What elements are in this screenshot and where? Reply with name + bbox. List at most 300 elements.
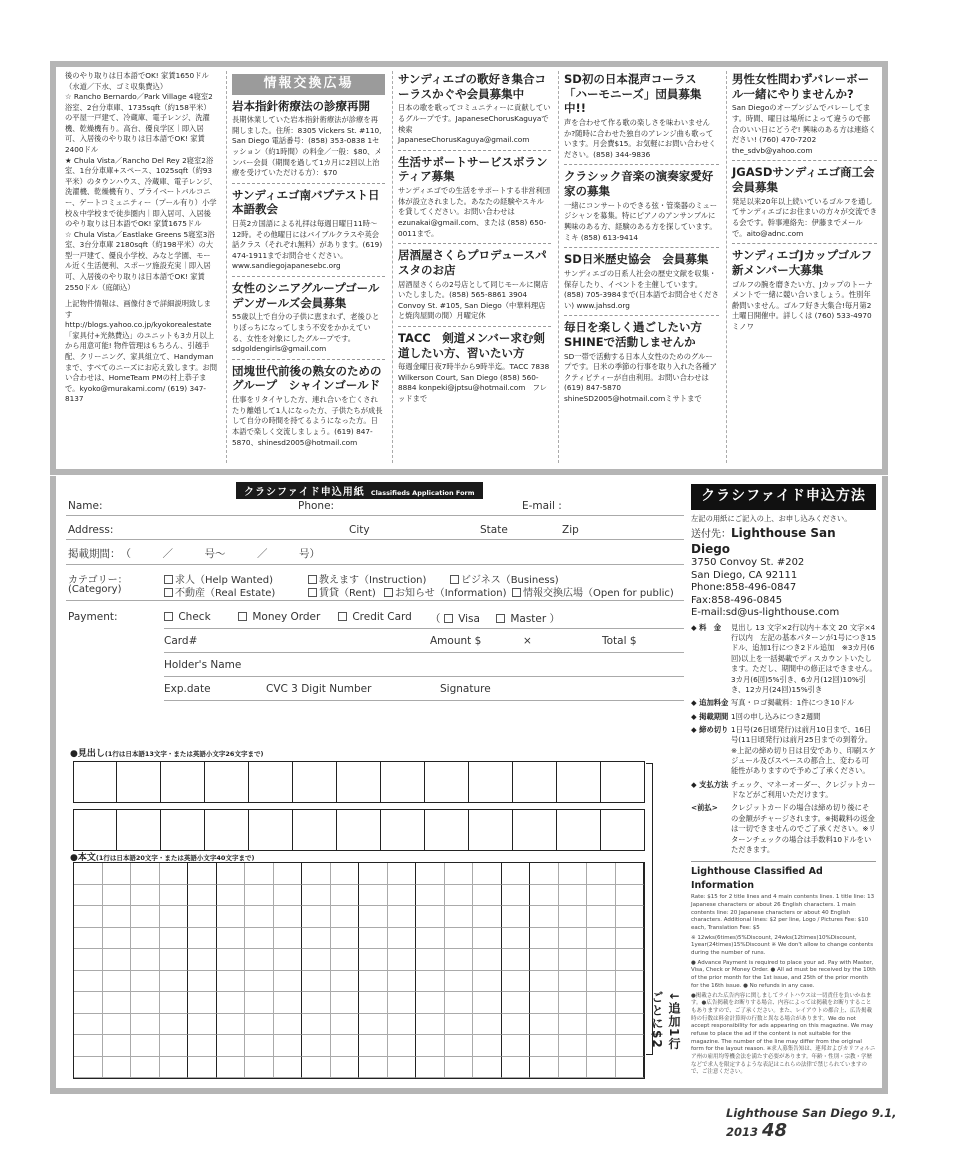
howto-value: 見出し 13 文字×2行以内＋本文 20 文字×4行以内 左記の基本パターンが1号につき15ドル、追加1行につき2ドル追加 ※3カ月(6回)以上を一括掲載でディスカウントいたします。ただし、期間中の修正はできません。 3カ月(6回)5%引き、6カ月(12回)10%引き、12カ月(24回)15%引き [731,622,881,694]
send-label: 送付先： [691,529,731,541]
body-cell[interactable] [188,1035,217,1057]
body-cell[interactable] [445,1014,474,1036]
body-cell[interactable] [274,906,303,928]
ad-title: 生活サポートサービスボランティア募集 [398,154,548,184]
body-cell[interactable] [502,971,531,993]
body-cell[interactable] [587,863,616,885]
category-rent-label: 賃貸（Rent) [319,588,376,599]
body-cell[interactable] [217,992,246,1014]
body-cell[interactable] [331,928,360,950]
body-cell[interactable] [559,885,588,907]
body-cell[interactable] [160,928,189,950]
body-cell[interactable] [530,906,559,928]
body-cell[interactable] [416,992,445,1014]
classified-ad [564,320,719,408]
ad-title: TACC 剣道メンバー求む剣道したい方、習いたい方 [398,330,545,360]
body-cell[interactable] [359,863,388,885]
body-cell[interactable] [445,1057,474,1079]
category-instruction-label: 教えます（Instruction) [319,575,427,586]
body-cell[interactable] [416,863,445,885]
email-address[interactable]: E-mail:sd@us-lighthouse.com [691,607,840,619]
body-cell[interactable] [473,906,502,928]
body-cell[interactable] [388,949,417,971]
body-cell[interactable] [559,992,588,1014]
body-cell[interactable] [587,885,616,907]
classified-ad [732,248,877,336]
ad-body: 一緒にコンサートのできる弦・管楽器のミュージシャンを募集。特にピアノのアンサンブルに興味のある方、経験のある方を探しています。ミキ (858) 613-9414 [564,200,718,242]
body-cell[interactable] [188,949,217,971]
category-rent[interactable] [308,584,376,599]
body-cell[interactable] [445,1035,474,1057]
ad-title: JGASDサンディエゴ商工会会員募集 [732,165,875,195]
body-cell[interactable] [274,885,303,907]
body-cell[interactable] [331,863,360,885]
body-cell[interactable] [74,949,103,971]
body-cell[interactable] [616,928,645,950]
email-label: E-mail : [522,500,562,512]
body-cell[interactable] [445,928,474,950]
body-cell[interactable] [74,971,103,993]
body-cell[interactable] [245,928,274,950]
column-3 [392,71,556,463]
body-cell[interactable] [103,1057,132,1079]
body-cell[interactable] [74,863,103,885]
body-cell[interactable] [160,949,189,971]
realestate-line: ☆ Chula Vista／Eastlake Greens 5寝室3浴室、3台分車庫 2180sqft（約198平米）の大型一戸建て、優良小学校、みなと学園、モール近く生活便利、スポーツ施設充実｜即入居可、入居後のやり取りは日本語でOK! 家賃2550ドル（庭師込） [65,229,215,292]
body-cell[interactable] [131,885,160,907]
headline-cell[interactable] [161,809,205,851]
body-cell[interactable] [445,885,474,907]
ad-body: サンディエゴの日系人社会の歴史文献を収集・保存したり、イベントを主催しています。(858) 705-3984まで(日本語でお問合せください) www.jahsd.org [564,268,719,310]
body-cell[interactable] [103,885,132,907]
body-cell[interactable] [530,863,559,885]
body-cell[interactable] [587,1014,616,1036]
headline-cell[interactable] [601,809,645,851]
body-cell[interactable] [445,971,474,993]
body-cell[interactable] [160,1014,189,1036]
howto-row [691,725,876,777]
body-cell[interactable] [245,863,274,885]
headline-cell[interactable] [381,809,425,851]
body-cell[interactable] [131,949,160,971]
body-cell[interactable] [445,949,474,971]
headline-cell[interactable] [337,761,381,803]
form-tab [236,482,483,499]
classified-ad [398,155,551,244]
amount-label: Amount $ [430,635,482,647]
body-cell[interactable] [530,1057,559,1079]
body-cell[interactable] [103,1014,132,1036]
body-cell[interactable] [331,1057,360,1079]
body-cell[interactable] [74,1035,103,1057]
body-cell[interactable] [131,906,160,928]
category-info[interactable] [384,584,507,599]
body-cell[interactable] [473,992,502,1014]
headline-cell[interactable] [557,761,601,803]
body-grid[interactable] [73,862,645,1079]
headline-cell[interactable] [513,809,557,851]
body-cell[interactable] [131,971,160,993]
body-cell[interactable] [160,885,189,907]
body-cell[interactable] [217,1014,246,1036]
body-cell[interactable] [217,928,246,950]
body-cell[interactable] [103,949,132,971]
body-cell[interactable] [502,906,531,928]
body-cell[interactable] [616,992,645,1014]
body-cell[interactable] [416,1014,445,1036]
body-cell[interactable] [217,906,246,928]
body-cell[interactable] [559,1057,588,1079]
checkbox[interactable] [444,614,453,623]
address-line1: 3750 Convoy St. #202 [691,557,805,569]
body-cell[interactable] [302,971,331,993]
body-cell[interactable] [616,949,645,971]
headline-cell[interactable] [513,761,557,803]
body-cell[interactable] [245,1057,274,1079]
body-cell[interactable] [359,885,388,907]
category-info-label: お知らせ（Information) [395,588,507,599]
body-cell[interactable] [445,992,474,1014]
body-cell[interactable] [388,906,417,928]
body-cell[interactable] [559,1035,588,1057]
headline-cell[interactable] [205,809,249,851]
body-cell[interactable] [416,971,445,993]
body-cell[interactable] [103,1035,132,1057]
body-cell[interactable] [530,971,559,993]
howto-key: <前払> [691,803,718,813]
body-cell[interactable] [587,949,616,971]
english-info-line: ●掲載された広告内容に関しましてライトハウスは一切責任を負いかねます。●広告掲載をお断りする場合、内容によっては掲載をお断りすることもありますので、ご了承ください。また、レイアウトの都合上、広告掲載時の行数は料金計算時の行数と異なる場合があります。We do not accept responsibility for ads appearing on this magazine. We may refuse to place the ad if the content is not suitable for the magazine. The number of the line may differ from the original form for the layout reason. ※求人募集告知は、連邦およびカリフォルニア州の雇用均等機会法を満たす必要があります。年齢・性別・宗教・学歴などで求人を限定するような表記はこれらの法律で禁じられていますので、ご注意ください。 [691,992,876,1076]
english-info [691,894,876,1077]
body-cell[interactable] [274,1035,303,1057]
body-cell[interactable] [530,949,559,971]
body-cell[interactable] [131,928,160,950]
body-cell[interactable] [188,1057,217,1079]
body-cell[interactable] [559,863,588,885]
body-cell[interactable] [445,906,474,928]
body-cell[interactable] [587,1035,616,1057]
card-row-line[interactable] [164,652,684,653]
holder-row-line[interactable] [164,676,684,677]
headline-cell[interactable] [557,809,601,851]
body-cell[interactable] [559,906,588,928]
body-cell[interactable] [188,1014,217,1036]
body-cell[interactable] [331,949,360,971]
headline-cell[interactable] [117,761,161,803]
body-cell[interactable] [359,971,388,993]
body-cell[interactable] [302,885,331,907]
body-cell[interactable] [188,906,217,928]
headline-cell[interactable] [381,761,425,803]
classified-ad [564,252,719,316]
body-cell[interactable] [331,885,360,907]
headline-cell[interactable] [425,809,469,851]
payment-master[interactable]: Master ） [496,611,560,626]
body-cell[interactable] [388,885,417,907]
classified-ad [564,169,719,248]
body-cell[interactable] [473,863,502,885]
column-realestate [60,71,222,463]
body-cell[interactable] [616,1014,645,1036]
payment-check[interactable] [164,611,211,623]
body-cell[interactable] [502,1014,531,1036]
body-cell[interactable] [587,906,616,928]
body-cell[interactable] [331,1014,360,1036]
body-cell[interactable] [473,1035,502,1057]
body-cell[interactable] [587,971,616,993]
body-cell[interactable] [616,863,645,885]
body-cell[interactable] [587,992,616,1014]
body-cell[interactable] [502,863,531,885]
body-cell[interactable] [473,1057,502,1079]
body-cell[interactable] [530,885,559,907]
body-cell[interactable] [388,928,417,950]
headline-cell[interactable] [73,809,117,851]
body-cell[interactable] [473,949,502,971]
body-cell[interactable] [274,971,303,993]
body-cell[interactable] [331,971,360,993]
body-cell[interactable] [217,863,246,885]
body-cell[interactable] [473,1014,502,1036]
body-cell[interactable] [502,1057,531,1079]
checkbox[interactable] [238,612,247,621]
body-cell[interactable] [274,863,303,885]
ad-title: 毎日を楽しく過ごしたい方SHINEで活動しませんか [564,320,702,349]
checkbox[interactable] [384,588,393,597]
body-cell[interactable] [274,1057,303,1079]
body-cell[interactable] [217,1057,246,1079]
body-cell[interactable] [302,928,331,950]
headline-cell[interactable] [469,761,513,803]
body-cell[interactable] [74,992,103,1014]
headline-grid[interactable] [73,761,645,851]
body-cell[interactable] [388,1035,417,1057]
checkbox[interactable] [164,588,173,597]
body-cell[interactable] [245,949,274,971]
body-cell[interactable] [74,885,103,907]
checkbox[interactable] [308,575,317,584]
body-cell[interactable] [103,971,132,993]
body-cell[interactable] [217,949,246,971]
howto-key: ◆ 追加料金 [691,698,729,708]
category-public[interactable] [512,584,674,599]
body-cell[interactable] [416,1057,445,1079]
body-cell[interactable] [359,992,388,1014]
body-cell[interactable] [217,971,246,993]
headline-cell[interactable] [73,761,117,803]
checkbox[interactable] [338,612,347,621]
headline-cell[interactable] [205,761,249,803]
body-cell[interactable] [74,928,103,950]
body-cell[interactable] [359,949,388,971]
body-cell[interactable] [331,1035,360,1057]
headline-cell[interactable] [293,809,337,851]
body-cell[interactable] [302,1014,331,1036]
body-cell[interactable] [530,928,559,950]
body-cell[interactable] [388,863,417,885]
body-cell[interactable] [502,928,531,950]
body-cell[interactable] [131,1035,160,1057]
name-row-line[interactable] [66,515,684,516]
category-realestate[interactable] [164,584,275,599]
period-row-line[interactable] [66,564,684,565]
body-cell[interactable] [245,1014,274,1036]
body-cell[interactable] [502,949,531,971]
body-cell[interactable] [359,1014,388,1036]
checkbox[interactable] [164,612,173,621]
cvc-label: CVC 3 Digit Number [266,683,372,695]
body-cell[interactable] [616,906,645,928]
body-cell[interactable] [245,885,274,907]
body-cell[interactable] [445,863,474,885]
body-cell[interactable] [331,992,360,1014]
body-cell[interactable] [103,992,132,1014]
category-row-line [66,600,684,601]
signature-label: Signature [440,683,491,695]
body-cell[interactable] [103,906,132,928]
body-cell[interactable] [74,906,103,928]
body-cell[interactable] [217,885,246,907]
body-cell[interactable] [131,992,160,1014]
body-cell[interactable] [416,1035,445,1057]
body-cell[interactable] [274,928,303,950]
body-cell[interactable] [245,1035,274,1057]
body-cell[interactable] [359,1035,388,1057]
howto-value: 1回の申し込みにつき2週間 [731,711,821,721]
headline-cell[interactable] [117,809,161,851]
payment-credit-card[interactable] [338,611,412,623]
body-cell[interactable] [217,1035,246,1057]
body-cell[interactable] [274,949,303,971]
body-cell[interactable] [302,949,331,971]
body-cell[interactable] [131,1014,160,1036]
headline-cell[interactable] [161,761,205,803]
headline-cell[interactable] [249,809,293,851]
body-cell[interactable] [530,1035,559,1057]
payment-label: Payment: [68,611,118,623]
headline-cell[interactable] [425,761,469,803]
body-cell[interactable] [274,1014,303,1036]
body-cell[interactable] [616,971,645,993]
body-cell[interactable] [188,971,217,993]
ad-body: 仕事をリタイヤした方、連れ合いを亡くされたり離婚して1人になった方、子供たちが成長して自分の時間を持てるようになった方。日本語で楽しく交流しましょう。(619) 847-5870、shinesd2005@hotmail.com [232,395,383,447]
body-cell[interactable] [473,885,502,907]
body-cell[interactable] [559,971,588,993]
body-cell[interactable] [274,992,303,1014]
page-footer [726,1106,960,1141]
body-cell[interactable] [587,1057,616,1079]
body-cell[interactable] [416,885,445,907]
body-cell[interactable] [359,906,388,928]
body-cell[interactable] [530,1014,559,1036]
body-cell[interactable] [331,906,360,928]
body-cell[interactable] [587,928,616,950]
body-cell[interactable] [302,1057,331,1079]
checkbox[interactable] [164,575,173,584]
body-cell[interactable] [388,1014,417,1036]
body-cell[interactable] [416,906,445,928]
payment-visa[interactable]: （ Visa [430,613,480,625]
body-cell[interactable] [616,1057,645,1079]
body-cell[interactable] [416,928,445,950]
ad-title: 岩本指針術療法の診療再開 [232,98,370,113]
body-cell[interactable] [359,1057,388,1079]
checkbox[interactable] [512,588,521,597]
body-cell[interactable] [160,906,189,928]
ad-title: サンディエゴJカップゴルフ新メンバー大募集 [732,248,873,277]
body-cell[interactable] [245,906,274,928]
exp-row-line[interactable] [164,700,684,701]
body-cell[interactable] [188,992,217,1014]
body-cell[interactable] [388,992,417,1014]
body-cell[interactable] [74,1014,103,1036]
headline-cell[interactable] [601,761,645,803]
body-cell[interactable] [131,1057,160,1079]
body-cell[interactable] [473,971,502,993]
body-cell[interactable] [103,863,132,885]
address-row-line[interactable] [66,539,684,540]
body-cell[interactable] [103,928,132,950]
ad-body: SD一帯で活動する日本人女性のためのグループです。日米の季節の行事を取り入れた各種アクティビティーが自由利用。お問い合わせは (619) 847-5870 shineSD2005@hotmail.comミサトまで [564,351,717,403]
headline-cell[interactable] [249,761,293,803]
body-cell[interactable] [160,1035,189,1057]
body-cell[interactable] [302,906,331,928]
headline-cell[interactable] [293,761,337,803]
body-cell[interactable] [502,1035,531,1057]
body-cell[interactable] [559,1014,588,1036]
english-info-line: ● Advance Payment is required to place your ad. Pay with Master, Visa, Check or Money Order. ● All ad must be received by the 10th of the prior month for the 1st issue, and 25th of the prior month for the 16th issue. ● No refunds in any case. [691,959,876,989]
checkbox[interactable] [496,614,505,623]
headline-cell[interactable] [337,809,381,851]
body-cell[interactable] [245,992,274,1014]
body-cell[interactable] [473,928,502,950]
headline-cell[interactable] [469,809,513,851]
ad-body: サンディエゴでの生活をサポートする非営利団体が設立されました。あなたの経験やスキルを貸してください。お問い合わせはezunakai@gmail.com、または (858) 650-0011まで。 [398,186,551,238]
body-cell[interactable] [616,1035,645,1057]
body-cell[interactable] [388,1057,417,1079]
body-cell[interactable] [302,863,331,885]
body-cell[interactable] [359,928,388,950]
body-cell[interactable] [188,885,217,907]
checkbox[interactable] [308,588,317,597]
body-cell[interactable] [160,992,189,1014]
body-cell[interactable] [388,971,417,993]
body-cell[interactable] [616,885,645,907]
body-cell[interactable] [559,928,588,950]
body-cell[interactable] [160,863,189,885]
body-cell[interactable] [530,992,559,1014]
body-cell[interactable] [188,863,217,885]
english-info-line: ※ 12wks(6times)5%Discount, 24wks(12times)10%Discount, 1year(24times)15%Discount ※ We don't allow to change contents during the number of runs. [691,934,874,957]
body-cell[interactable] [302,1035,331,1057]
body-cell[interactable] [302,992,331,1014]
body-cell[interactable] [188,928,217,950]
body-cell[interactable] [502,885,531,907]
payment-money-order[interactable] [238,611,320,623]
howto-row [691,712,876,722]
body-cell[interactable] [131,863,160,885]
body-cell[interactable] [245,971,274,993]
body-cell[interactable] [74,1057,103,1079]
ad-title: クラシック音楽の演奏家愛好家の募集 [564,169,714,199]
body-cell[interactable] [559,949,588,971]
body-cell[interactable] [160,971,189,993]
body-cell[interactable] [502,992,531,1014]
body-cell[interactable] [416,949,445,971]
checkbox[interactable] [450,575,459,584]
exp-date-label: Exp.date [164,683,211,695]
body-cell[interactable] [160,1057,189,1079]
